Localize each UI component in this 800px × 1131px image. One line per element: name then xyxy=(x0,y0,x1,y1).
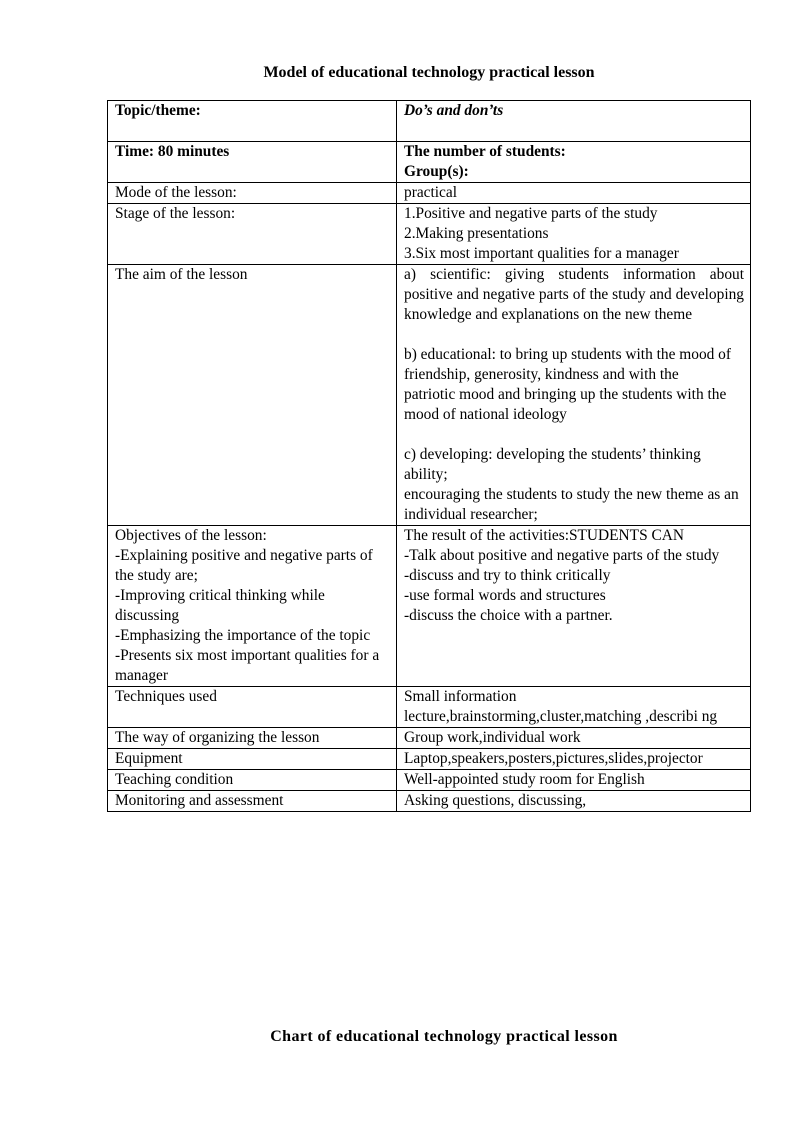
table-row-aim xyxy=(108,265,751,526)
objective-item: -Presents six most important qualities for a manager xyxy=(115,647,380,684)
monitoring-value: Asking questions, discussing, xyxy=(397,791,751,812)
students-cell xyxy=(397,142,751,183)
aim-developing-part2: encouraging the students to study the new theme as an individual researcher; xyxy=(404,486,739,523)
organizing-label: The way of organizing the lesson xyxy=(108,728,397,749)
topic-value-cell xyxy=(397,101,751,142)
objective-item: -Explaining positive and negative parts of the study are; xyxy=(115,547,373,584)
topic-value: Do’s and don’ts xyxy=(404,102,504,119)
table-row-condition xyxy=(108,770,751,791)
stage-item: 2.Making presentations xyxy=(404,225,549,242)
lesson-plan-table xyxy=(107,100,751,812)
aim-label: The aim of the lesson xyxy=(108,265,397,526)
aim-scientific: a) scientific: giving students information about positive and negative parts of the study and developing knowledge and explanations on the new theme xyxy=(404,266,744,323)
organizing-value: Group work,individual work xyxy=(397,728,751,749)
table-row-stage xyxy=(108,204,751,265)
result-item: -Talk about positive and negative parts of the study xyxy=(404,547,720,564)
table-row-time xyxy=(108,142,751,183)
aim-educational-part2: patriotic mood and bringing up the students with the mood of national ideology xyxy=(404,386,727,423)
condition-label: Teaching condition xyxy=(108,770,397,791)
objectives-label: Objectives of the lesson: xyxy=(115,527,267,544)
result-item: -discuss and try to think critically xyxy=(404,567,611,584)
stage-label: Stage of the lesson: xyxy=(108,204,397,265)
equipment-value: Laptop,speakers,posters,pictures,slides,projector xyxy=(397,749,751,770)
results-cell xyxy=(397,526,751,687)
students-label: The number of students: xyxy=(404,143,566,160)
objectives-cell xyxy=(108,526,397,687)
objective-item: -Emphasizing the importance of the topic xyxy=(115,627,371,644)
monitoring-label: Monitoring and assessment xyxy=(108,791,397,812)
stage-list xyxy=(397,204,751,265)
equipment-label: Equipment xyxy=(108,749,397,770)
aim-educational-part1: b) educational: to bring up students with the mood of friendship, generosity, kindness and with the xyxy=(404,346,731,383)
aim-content xyxy=(397,265,751,526)
table-row-mode xyxy=(108,183,751,204)
chart-section-title: Chart of educational technology practical lesson xyxy=(270,1028,618,1045)
document-title: Model of educational technology practical lesson xyxy=(263,64,595,81)
stage-item: 3.Six most important qualities for a manager xyxy=(404,245,679,262)
time-label: Time: 80 minutes xyxy=(108,142,397,183)
results-label: The result of the activities:STUDENTS CAN xyxy=(404,527,684,544)
table-row-objectives xyxy=(108,526,751,687)
mode-value: practical xyxy=(397,183,751,204)
table-row-equipment xyxy=(108,749,751,770)
result-item: -use formal words and structures xyxy=(404,587,606,604)
groups-label: Group(s): xyxy=(404,163,469,180)
condition-value: Well-appointed study room for English xyxy=(397,770,751,791)
mode-label: Mode of the lesson: xyxy=(108,183,397,204)
table-row-topic xyxy=(108,101,751,142)
aim-developing-part1: c) developing: developing the students’ thinking ability; xyxy=(404,446,701,483)
topic-label: Topic/theme: xyxy=(108,101,397,142)
stage-item: 1.Positive and negative parts of the study xyxy=(404,205,658,222)
table-row-monitoring xyxy=(108,791,751,812)
techniques-label: Techniques used xyxy=(108,687,397,728)
objective-item: -Improving critical thinking while discussing xyxy=(115,587,325,624)
table-row-techniques xyxy=(108,687,751,728)
result-item: -discuss the choice with a partner. xyxy=(404,607,613,624)
techniques-value: Small information lecture,brainstorming,cluster,matching ,describi ng xyxy=(397,687,751,728)
table-row-organizing xyxy=(108,728,751,749)
